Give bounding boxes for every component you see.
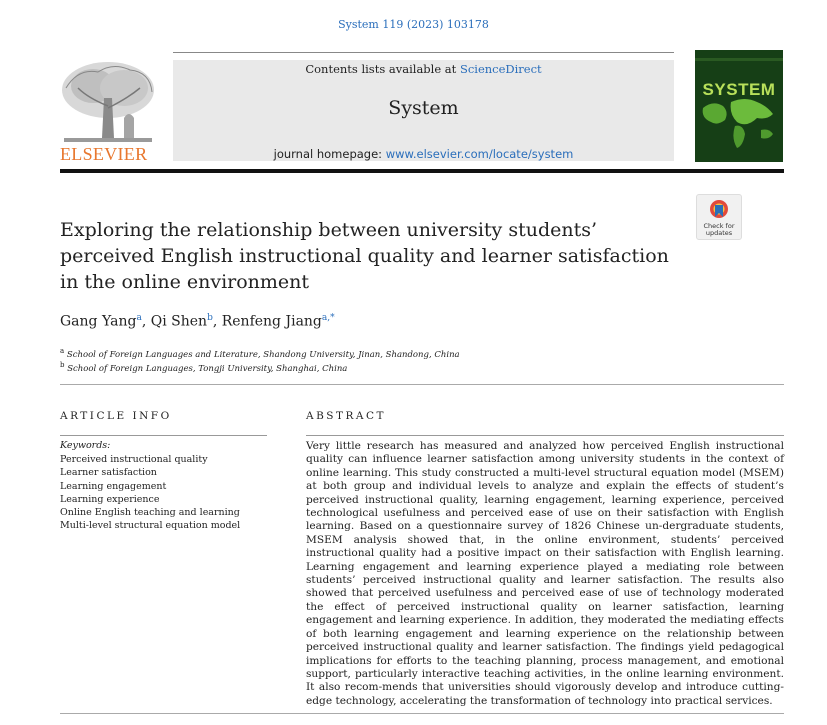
affiliation-label: a — [60, 347, 65, 355]
keywords-list — [60, 453, 240, 533]
bookmark-icon — [709, 199, 729, 221]
abstract-text: Very little research has measured and analyzed how perceived English instructional quality can influence learner satisfaction among university students in the context of online learning. This study constructed a multi-level structural equation model (MSEM) at both group and individual levels to analyze and explain the effects of student’s perceived instructional quality, learning engagement, learning experience, perceived technological usefulness and perceived ease of use on their satisfaction with English learning. Based on a questionnaire survey of 1826 Chinese un-dergraduate students, MSEM analysis showed that, in the online environment, students’ perceived instructional quality had a positive impact on their satisfaction with English learning. Learning engagement and learning experience played a mediating role between students’ perceived instructional quality and learner satisfaction. The results also showed that perceived usefulness and perceived ease of use of technology moderated the effect of perceived instructional quality on learner satisfaction, learning engagement and learning experience. In addition, they moderated the mediating effects of both learning engagement and learning experience on the relationship between perceived instructional quality and learner satisfaction. The findings yield pedagogical implications for efforts to the teaching planning, process management, and emotional support, particularly interactive teaching activities, in the online learning environment. It also recom-mends that universities should vigorously develop and introduce cutting-edge technology, accelerating the transformation of technology into practical services. — [306, 440, 784, 707]
contents-line — [173, 62, 674, 76]
world-map-graphic — [695, 50, 783, 162]
badge-label — [697, 223, 741, 237]
keyword-item: Learner satisfaction — [60, 467, 157, 479]
journal-citation[interactable]: System 119 (2023) 103178 — [338, 18, 489, 31]
author-list: Gang Yang$^a$, Qi Shen$^b$, Renfeng Jiang$^{a,*}$ — [60, 313, 335, 330]
abstract-rule — [306, 435, 784, 436]
publisher-wordmark: ELSEVIER — [60, 144, 148, 164]
author-affiliation-marker[interactable]: a,* — [321, 313, 335, 323]
affiliation-label: b — [60, 361, 65, 369]
author-name[interactable]: Renfeng Jiang — [221, 313, 322, 330]
keyword-item: Learning experience — [60, 493, 160, 505]
homepage-link[interactable]: www.elsevier.com/locate/system — [385, 147, 574, 161]
author-affiliation-marker[interactable]: a — [136, 313, 142, 323]
journal-cover-image[interactable] — [695, 50, 783, 162]
header-bottom-rule — [60, 169, 784, 173]
footer-divider — [60, 713, 784, 714]
affiliation — [60, 361, 347, 374]
section-divider — [60, 384, 784, 385]
article-info-rule — [60, 435, 267, 436]
affiliation-text: School of Foreign Languages, Tongji University, Shanghai, China — [67, 363, 348, 374]
affiliation-text: School of Foreign Languages and Literature, Shandong University, Jinan, Shandong, China — [66, 349, 460, 360]
keyword-item: Learning engagement — [60, 480, 167, 492]
journal-name: System — [388, 97, 459, 119]
header-top-divider — [173, 52, 674, 53]
contents-prefix: Contents lists available at — [305, 62, 460, 76]
badge-label-line1: Check for — [703, 222, 735, 230]
article-title: Exploring the relationship between university students’ perceived English instructional quality and learner satisfaction in the online environment — [60, 219, 669, 293]
keyword-item: Perceived instructional quality — [60, 454, 208, 465]
keyword-item: Multi-level structural equation model — [60, 520, 241, 532]
author-affiliation-marker[interactable]: b — [207, 313, 213, 323]
check-for-updates-badge[interactable] — [696, 194, 742, 240]
badge-label-line2: updates — [705, 229, 733, 237]
article-info-heading: ARTICLE INFO — [60, 410, 172, 422]
sciencedirect-link[interactable]: ScienceDirect — [459, 62, 542, 76]
keyword-item: Online English teaching and learning — [60, 507, 240, 519]
homepage-prefix: journal homepage: — [273, 147, 386, 161]
affiliation — [60, 347, 460, 360]
abstract-heading: ABSTRACT — [306, 410, 387, 422]
keywords-label: Keywords: — [60, 440, 111, 451]
homepage-line — [173, 147, 674, 161]
cover-title: SYSTEM — [702, 80, 776, 99]
author-name[interactable]: Qi Shen — [150, 313, 208, 330]
author-name[interactable]: Gang Yang — [60, 313, 137, 330]
